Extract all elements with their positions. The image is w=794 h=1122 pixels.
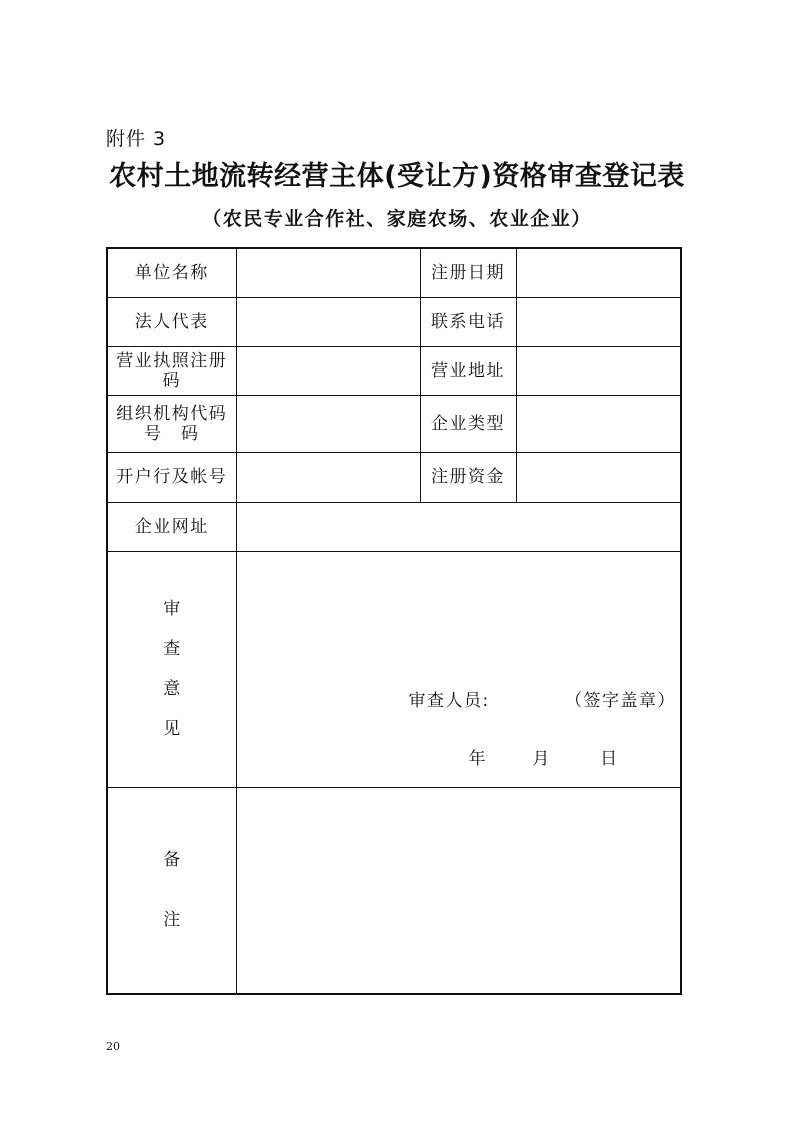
table-row	[107, 346, 681, 395]
business-license-label-line2: 码	[162, 370, 181, 391]
business-address-field[interactable]	[516, 346, 681, 395]
review-label-char: 查	[163, 639, 181, 659]
business-license-field[interactable]	[236, 346, 420, 395]
month-label: 月	[532, 748, 550, 769]
enterprise-type-label: 企业类型	[420, 395, 516, 452]
form-title: 农村土地流转经营主体(受让方)资格审查登记表	[109, 161, 685, 192]
business-address-label: 营业地址	[420, 346, 516, 395]
website-label: 企业网址	[107, 502, 236, 551]
table-row	[107, 452, 681, 502]
table-row	[107, 297, 681, 346]
review-opinion-label	[107, 551, 236, 787]
legal-rep-field[interactable]	[236, 297, 420, 346]
bank-account-label: 开户行及帐号	[107, 452, 236, 502]
registered-capital-field[interactable]	[516, 452, 681, 502]
registration-form-table	[106, 247, 682, 995]
enterprise-type-field[interactable]	[516, 395, 681, 452]
review-date	[469, 744, 618, 769]
table-row	[107, 395, 681, 452]
table-row	[107, 248, 681, 297]
registration-date-label: 注册日期	[420, 248, 516, 297]
review-label-char: 见	[163, 719, 181, 739]
reviewer-label: 审查人员:	[408, 690, 490, 711]
website-field[interactable]	[236, 502, 681, 551]
legal-rep-label: 法人代表	[107, 297, 236, 346]
registration-date-field[interactable]	[516, 248, 681, 297]
phone-label: 联系电话	[420, 297, 516, 346]
unit-name-field[interactable]	[236, 248, 420, 297]
bank-account-field[interactable]	[236, 452, 420, 502]
remarks-label-char: 备	[163, 850, 181, 871]
remarks-label	[107, 787, 236, 994]
remarks-label-char: 注	[163, 910, 181, 931]
phone-field[interactable]	[516, 297, 681, 346]
table-row	[107, 787, 681, 994]
business-license-label	[107, 346, 236, 395]
review-label-char: 意	[163, 679, 181, 699]
org-code-field[interactable]	[236, 395, 420, 452]
remarks-field[interactable]	[236, 787, 681, 994]
table-row	[107, 502, 681, 551]
org-code-label-line1: 组织机构代码	[116, 403, 228, 424]
signature-seal-label: （签字盖章）	[565, 690, 676, 711]
year-label: 年	[468, 748, 486, 769]
day-label: 日	[600, 748, 618, 769]
org-code-label	[107, 395, 236, 452]
page-number: 20	[106, 1040, 120, 1053]
attachment-label: 附件 3	[106, 128, 167, 150]
table-row	[107, 551, 681, 787]
review-label-char: 审	[163, 599, 181, 619]
business-license-label-line1: 营业执照注册	[116, 350, 228, 371]
unit-name-label: 单位名称	[107, 248, 236, 297]
registered-capital-label: 注册资金	[420, 452, 516, 502]
form-subtitle: （农民专业合作社、家庭农场、农业企业）	[202, 208, 592, 230]
review-opinion-field[interactable]	[236, 551, 681, 787]
org-code-label-line2: 号 码	[144, 423, 200, 444]
